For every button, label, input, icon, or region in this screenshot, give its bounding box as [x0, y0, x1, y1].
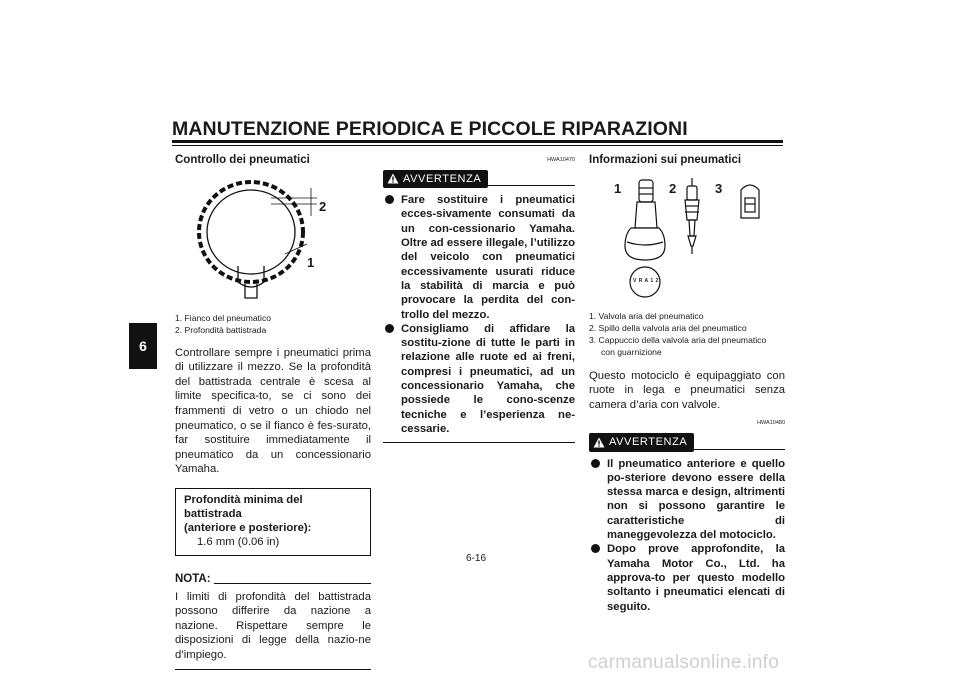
bullet-text: Fare sostituire i pneumatici ecces-sivamente consumati da un con-cessionario Yamaha. Oltre ad essere illegale, l’utilizzo del veicolo con pneumatici eccessivamente usurati riduce la stabilità di marcia e può provocare la perdita del con-trollo del mezzo. [401, 194, 575, 321]
figure-label-2: 2 [319, 198, 327, 214]
figure-captions [175, 312, 371, 336]
tire-figure [175, 174, 371, 302]
caption-item: 2. Profondità battistrada [175, 324, 267, 335]
figure-label-1: 1 [307, 254, 315, 270]
warning-bullet [589, 542, 785, 613]
caption-item: 1. Valvola aria del pneumatico [589, 310, 704, 321]
bullet-text: Consigliamo di affidare la sostitu-zione di tutte le parti in relazione alle ruote ed ai freni, compresi i pneumatici, ad un concessionario Yamaha, che possiede le cono-scenze tecniche e l’esperienza ne-cessarie. [401, 322, 575, 435]
caption-item: 1. Fianco del pneumatico [175, 312, 272, 323]
column-tire-info [589, 153, 785, 614]
bullet-dot-icon [591, 459, 600, 468]
title-rule [172, 140, 783, 143]
caption-item: 2. Spillo della valvola aria del pneumatico [589, 322, 747, 333]
spec-value: 1.6 mm (0.06 in) [197, 535, 280, 548]
body-paragraph: Controllare sempre i pneumatici prima di utilizzare il mezzo. Se la profondità del battistrada centrale è scesa al limite specifica-to, se ci sono dei frammenti di vetro o un chiodo nel pneumatico, o se il fianco è fes-surato, far sostituire immediatamente il pneumatico da un concessionario Yamaha. [175, 346, 371, 476]
chapter-tab: 6 [129, 323, 157, 369]
figure-label-1: 1 [614, 180, 622, 196]
valve-figure [589, 174, 785, 300]
nota-bottom-rule [175, 669, 371, 670]
bullet-dot-icon [591, 544, 600, 553]
warning-badge [589, 433, 694, 452]
title-rule-thin [172, 145, 783, 146]
body-paragraph: Questo motociclo è equipaggiato con ruote in lega e pneumatici senza camera d’aria con valvole. [589, 369, 785, 411]
section-heading-tire-check: Controllo dei pneumatici [175, 154, 310, 166]
spec-label-2: (anteriore e posteriore): [184, 521, 312, 534]
page-number: 6-16 [466, 553, 487, 564]
bullet-text: Il pneumatico anteriore e quello po-steriore devono essere della stessa marca e design, altrimenti non si possono garantire le caratteristiche di maneggevolezza del motociclo. [607, 457, 785, 542]
watermark: carmanualsonline.info [588, 652, 780, 673]
figure-captions [589, 310, 785, 358]
warning-code: HWA10470 [547, 157, 575, 163]
caption-item-continued: con guarnizione [601, 346, 662, 357]
bullet-dot-icon [385, 195, 394, 204]
warning-triangle-icon [593, 437, 605, 448]
warning-bottom-rule [383, 442, 575, 443]
warning-bullets [589, 457, 785, 614]
warning-rule [694, 449, 785, 450]
page-title: MANUTENZIONE PERIODICA E PICCOLE RIPARAZIONI [172, 118, 688, 140]
column-warning [383, 153, 575, 443]
warning-label: AVVERTENZA [609, 435, 688, 448]
warning-rule [488, 185, 575, 186]
spec-label: Profondità minima del battistrada [184, 493, 303, 520]
nota-title: NOTA: [175, 572, 211, 585]
warning-bullet [383, 322, 575, 436]
cap-marking: V R A 1 2 [633, 277, 659, 284]
figure-label-2: 2 [669, 180, 677, 196]
spec-box [175, 488, 371, 556]
column-tire-check [175, 153, 371, 670]
warning-badge [383, 170, 488, 189]
warning-label: AVVERTENZA [403, 172, 482, 185]
section-heading-tire-info: Informazioni sui pneumatici [589, 154, 742, 166]
nota-text: I limiti di profondità del battistrada possono differire da nazione a nazione. Rispettare sempre le disposizioni di legge della nazio-ne d’impiego. [175, 590, 371, 661]
warning-code: HWA10480 [757, 420, 785, 427]
nota-heading [175, 572, 371, 587]
warning-bullet [589, 457, 785, 543]
figure-label-3: 3 [715, 180, 723, 196]
tire-illustration [175, 174, 371, 302]
warning-bullets [383, 193, 575, 436]
bullet-dot-icon [385, 324, 394, 333]
warning-bullet [383, 193, 575, 322]
warning-header [589, 433, 785, 452]
warning-triangle-icon [387, 173, 399, 184]
bullet-text: Dopo prove approfondite, la Yamaha Motor Co., Ltd. ha approva-to per questo modello soltanto i pneumatici elencati di seguito. [607, 543, 785, 613]
caption-item: 3. Cappuccio della valvola aria del pneumatico [589, 334, 767, 345]
warning-header [383, 170, 575, 189]
nota-rule [214, 583, 371, 584]
